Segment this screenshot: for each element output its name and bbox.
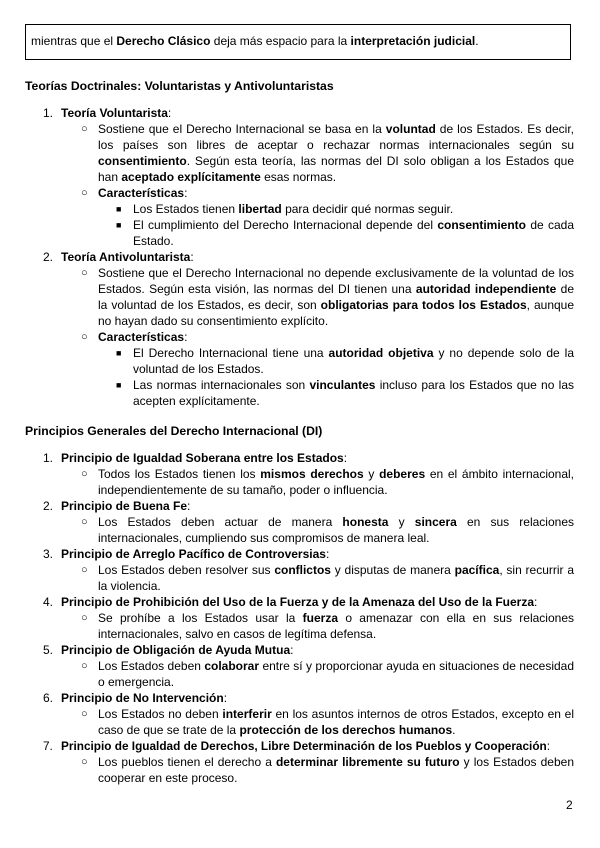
hollow-circle-bullet-icon: ○ [81,468,88,480]
list-item-principio: 3. Principio de Arreglo Pacífico de Controversias: [43,547,330,561]
list-item-principio: 6. Principio de No Intervención: [43,691,228,705]
square-bullet-icon: ■ [116,220,122,230]
characteristic-item: ■ Los Estados tienen libertad para decidir qué normas seguir. [116,202,454,216]
list-item-principio: 5. Principio de Obligación de Ayuda Mutua: [43,643,294,657]
text: deja más espacio para la [210,34,351,48]
list-item-teoria-voluntarista [43,105,172,121]
item-description: ○ Los Estados deben actuar de manera honesta y sincera en sus relaciones internacionales, cumpliendo sus compromisos de manera leal. [81,515,574,545]
item-title: Principio de Arreglo Pacífico de Controversias [61,547,326,561]
item-title: Teoría Voluntarista [61,106,168,120]
bold-text: interpretación judicial [350,34,476,48]
list-item-principio: 4. Principio de Prohibición del Uso de la Fuerza y de la Amenaza del Uso de la Fuerza: [43,595,538,609]
item-number: 1. [43,106,54,120]
item-description: ○ Todos los Estados tienen los mismos derechos y deberes en el ámbito internacional, independientemente de su tamaño, poder o influencia. [81,467,575,497]
characteristic-item: ■ Las normas internacionales son vinculantes incluso para los Estados que no las acepten explícitamente. [116,378,574,408]
list-item-principio: 7. Principio de Igualdad de Derechos, Libre Determinación de los Pueblos y Cooperación: [43,739,551,753]
text: : [167,106,172,120]
hollow-circle-bullet-icon: ○ [81,331,88,343]
item-number: 1. [43,451,54,465]
item-title: Principio de Prohibición del Uso de la Fuerza y de la Amenaza del Uso de la Fuerza [61,595,535,609]
item-number: 7. [43,739,53,753]
item-description: ○ Los Estados deben colaborar entre sí y proporcionar ayuda en situaciones de necesidad o emergencia. [81,659,575,689]
item-number: 3. [43,547,54,561]
list-item-principio: 1. Principio de Igualdad Soberana entre los Estados: [43,451,348,465]
characteristics-label: ○ Características: [81,330,188,344]
section-heading-teorias: Teorías Doctrinales: Voluntaristas y Antivoluntaristas [25,79,334,93]
text: : [190,250,194,264]
hollow-circle-bullet-icon: ○ [81,187,88,199]
hollow-circle-bullet-icon: ○ [81,660,88,672]
list-item-principio: 2. Principio de Buena Fe: [43,499,191,513]
hollow-circle-bullet-icon: ○ [81,516,88,528]
item-title: Teoría Antivoluntarista [61,250,191,264]
square-bullet-icon: ■ [116,204,122,214]
item-title: Principio de No Intervención [61,691,224,705]
item-number: 5. [43,643,54,657]
page-number: 2 [566,798,573,812]
item-description: ○ Se prohíbe a los Estados usar la fuerza o amenazar con ella en sus relaciones internacionales, salvo en casos de legítima defensa. [81,611,574,641]
item-description: ○ Los Estados deben resolver sus conflictos y disputas de manera pacífica, sin recurrir a la violencia. [81,563,574,593]
list-item-teoria-antivoluntarista [43,249,194,265]
hollow-circle-bullet-icon: ○ [81,756,88,768]
intro-box [25,24,571,60]
square-bullet-icon: ■ [116,348,122,358]
item-description: ○ Sostiene que el Derecho Internacional no depende exclusivamente de la voluntad de los Estados. Según esta visión, las normas del DI tienen una autoridad independiente de la voluntad de los Estados, es decir, son obligatorias para todos los Estados, aunque no hayan dado su consentimiento explícito. [81,266,575,328]
item-number: 2. [43,250,54,264]
item-title: Principio de Igualdad Soberana entre los Estados [61,451,344,465]
hollow-circle-bullet-icon: ○ [81,267,88,279]
item-number: 2. [43,499,54,513]
text: . [475,34,479,48]
characteristic-item: ■ El Derecho Internacional tiene una autoridad objetiva y no depende solo de la voluntad de los Estados. [116,346,574,376]
hollow-circle-bullet-icon: ○ [81,708,88,720]
item-description: ○ Sostiene que el Derecho Internacional se basa en la voluntad de los Estados. Es decir, los países son libres de aceptar o rechazar normas internacionales según su consentimiento. Según esta teoría, las normas del DI solo obligan a los Estados que han aceptado explícitamente esas normas. [81,122,574,184]
item-title: Principio de Obligación de Ayuda Mutua [61,643,291,657]
item-description: ○ Los pueblos tienen el derecho a determinar libremente su futuro y los Estados deben cooperar en este proceso. [81,755,574,785]
characteristic-item: ■ El cumplimiento del Derecho Internacional depende del consentimiento de cada Estado. [116,218,574,248]
hollow-circle-bullet-icon: ○ [81,564,88,576]
item-number: 4. [43,595,54,609]
hollow-circle-bullet-icon: ○ [81,612,88,624]
characteristics-label: ○ Características: [81,186,188,200]
item-number: 6. [43,691,54,705]
item-title: Principio de Igualdad de Derechos, Libre Determinación de los Pueblos y Cooperación [61,739,547,753]
item-title: Principio de Buena Fe [61,499,188,513]
square-bullet-icon: ■ [116,380,122,390]
bold-text: Derecho Clásico [116,34,211,48]
section-heading-principios: Principios Generales del Derecho Internacional (DI) [25,424,323,438]
hollow-circle-bullet-icon: ○ [81,123,88,135]
text: mientras que el [31,34,117,48]
item-description: ○ Los Estados no deben interferir en los asuntos internos de otros Estados, excepto en el caso de que se trate de la protección de los derechos humanos. [81,707,574,737]
